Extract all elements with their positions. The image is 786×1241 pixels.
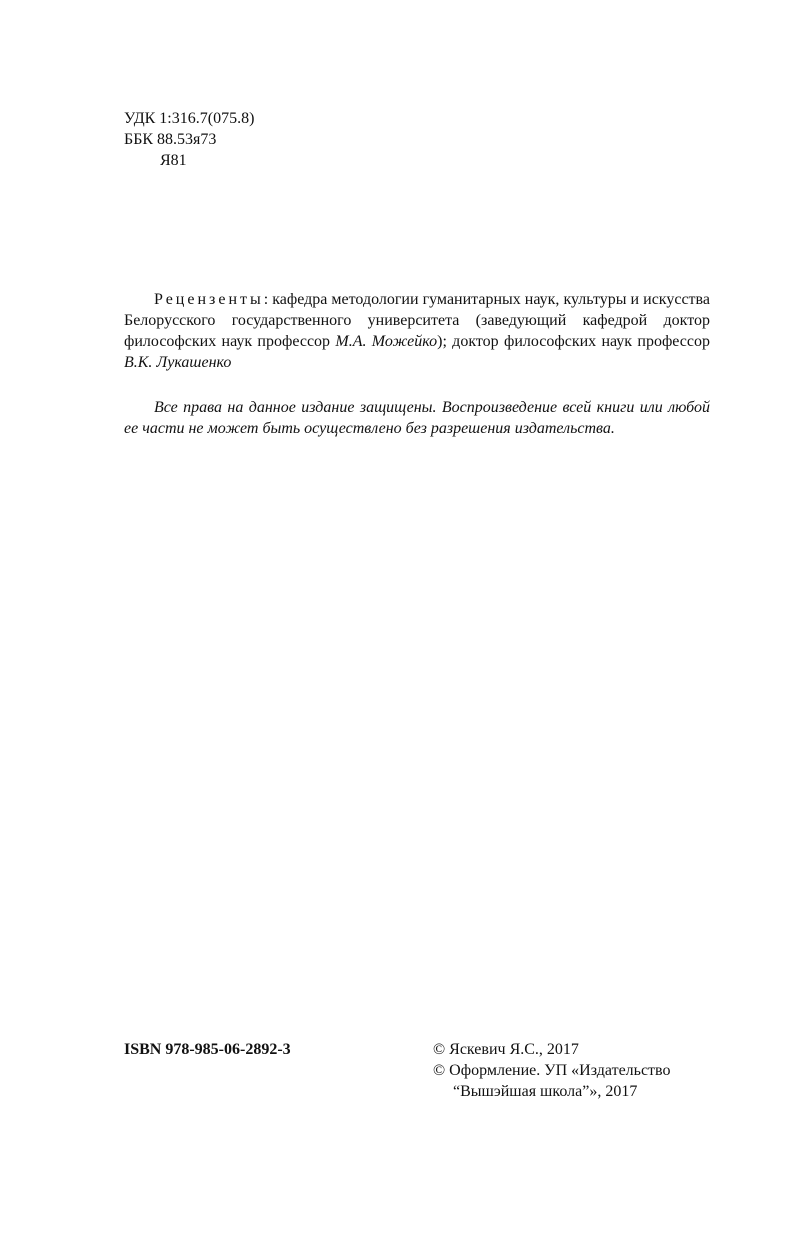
- reviewers-text-2: ); доктор философских наук профессор: [437, 333, 711, 350]
- author-mark: Я81: [160, 152, 187, 169]
- reviewers-text-1: : кафедра методологии гуманитарных наук, культуры и искусства Белорусского государственного университета (заведующий кафедрой доктор философских наук профессор: [124, 291, 710, 350]
- copyright-block: [433, 1039, 670, 1102]
- bbk-code: ББК 88.53я73: [124, 131, 217, 148]
- reviewers-label: Рецензенты: [154, 291, 264, 308]
- classification-codes: [124, 108, 254, 171]
- copyright-publisher: “Вышэйшая школа”», 2017: [453, 1083, 638, 1100]
- copyright-author: © Яскевич Я.С., 2017: [433, 1041, 579, 1058]
- reviewers-paragraph: [124, 289, 710, 373]
- udk-code: УДК 1:316.7(075.8): [124, 110, 255, 127]
- copyright-design: © Оформление. УП «Издательство: [433, 1062, 671, 1079]
- rights-notice: Все права на данное издание защищены. Воспроизведение всей книги или любой ее части не может быть осуществлено без разрешения издательства.: [124, 399, 710, 437]
- reviewer-name-1: М.А. Можейко: [335, 333, 438, 350]
- isbn: ISBN 978-985-06-2892-3: [124, 1041, 291, 1058]
- reviewer-name-2: В.К. Лукашенко: [124, 354, 232, 371]
